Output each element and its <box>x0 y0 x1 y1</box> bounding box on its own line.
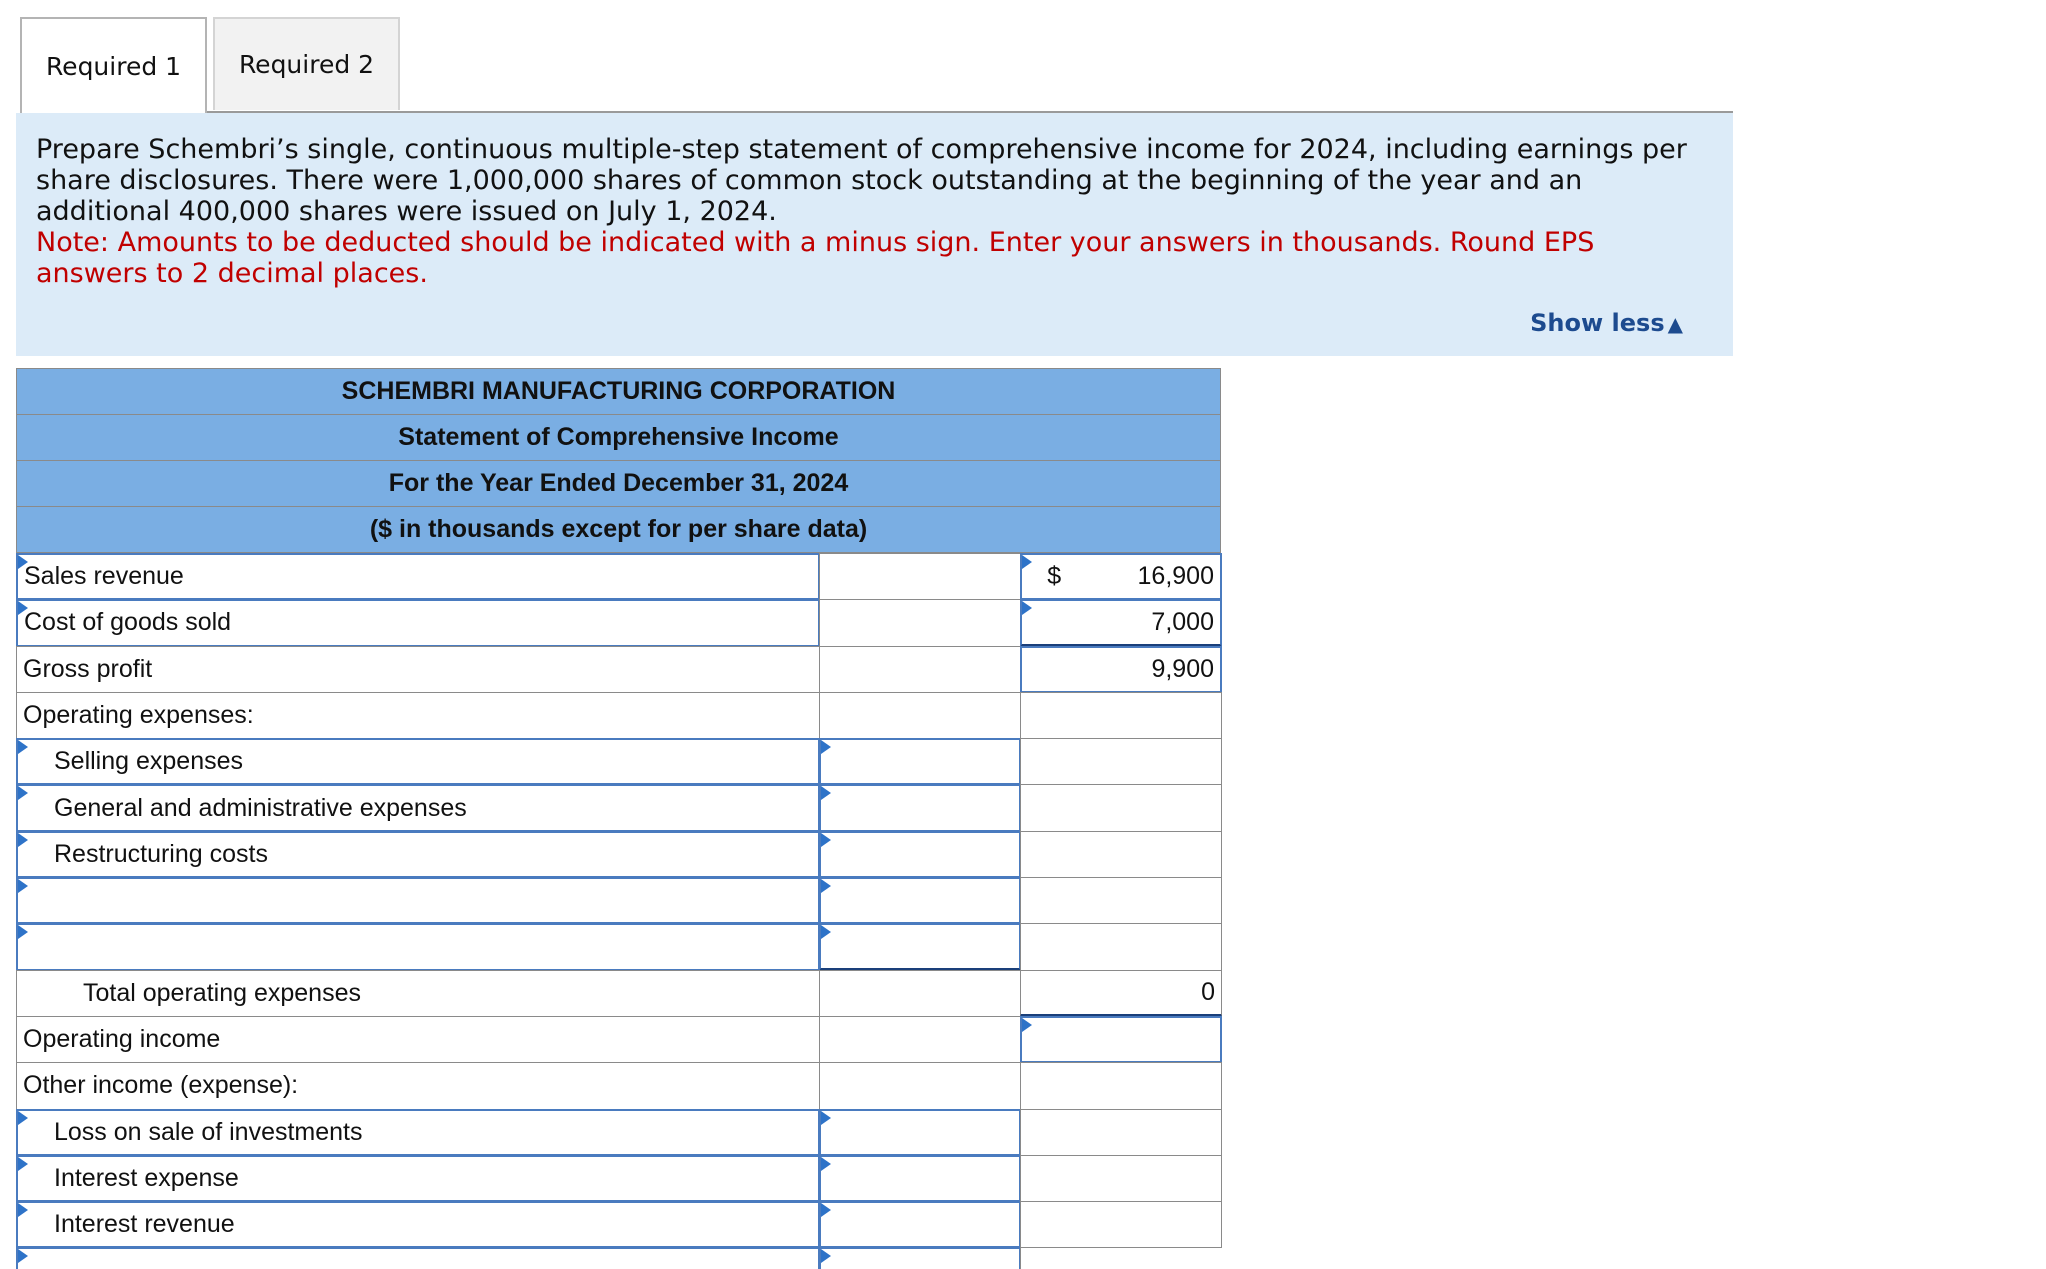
mid-amount-input[interactable] <box>819 877 1022 924</box>
instruction-note: Note: Amounts to be deducted should be indicated with a minus sign. Enter your answers in thousands. Round EPS answers to 2 decimal places. <box>36 227 1595 289</box>
row-label: Gross profit <box>16 646 820 693</box>
amount-cell <box>1020 738 1222 785</box>
row-label: Other income (expense): <box>16 1062 820 1109</box>
mid-amount-input[interactable] <box>819 831 1022 878</box>
amount-input[interactable]: 7,000 <box>1020 599 1222 646</box>
amount-input[interactable]: $ 16,900 <box>1020 553 1222 600</box>
table-row <box>16 923 1221 969</box>
row-label: Operating expenses: <box>16 692 820 739</box>
mid-cell <box>819 1016 1022 1063</box>
tab-required-2[interactable]: Required 2 <box>213 17 400 110</box>
label-input[interactable]: Cost of goods sold <box>16 599 820 646</box>
table-row <box>16 1109 1221 1155</box>
amount-cell <box>1020 877 1222 924</box>
instruction-text: Prepare Schembri’s single, continuous multiple-step statement of comprehensive income for 2024, including earnings per share disclosures. There were 1,000,000 shares of common stock outstanding at the beginning of the year and an additional 400,000 shares were issued on July 1, 2024. <box>36 134 1687 227</box>
table-row <box>16 877 1221 923</box>
amount-cell <box>1020 1201 1222 1248</box>
company-name-header: SCHEMBRI MANUFACTURING CORPORATION <box>16 368 1221 414</box>
table-row <box>16 1155 1221 1201</box>
table-row <box>16 553 1221 599</box>
table-row <box>16 692 1221 738</box>
label-input[interactable]: General and administrative expenses <box>16 784 820 831</box>
table-row <box>16 738 1221 784</box>
amount-cell <box>1020 1155 1222 1202</box>
label-input[interactable] <box>16 877 820 924</box>
row-label: Total operating expenses <box>16 970 820 1017</box>
mid-amount-input[interactable] <box>819 923 1022 970</box>
mid-cell <box>819 1062 1022 1109</box>
table-row <box>16 1016 1221 1062</box>
label-input[interactable]: Selling expenses <box>16 738 820 785</box>
label-input[interactable]: Interest expense <box>16 1155 820 1202</box>
amount-cell <box>1020 831 1222 878</box>
label-input[interactable] <box>16 923 820 970</box>
dollar-sign: $ <box>1047 562 1062 591</box>
tab-required-1[interactable]: Required 1 <box>20 17 207 113</box>
table-row <box>16 646 1221 692</box>
table-row <box>16 970 1221 1016</box>
label-input[interactable]: Sales revenue <box>16 553 820 600</box>
amount-input[interactable] <box>1020 1016 1222 1063</box>
instruction-panel <box>16 113 1733 356</box>
table-row <box>16 599 1221 645</box>
show-less-label: Show less <box>1530 309 1665 337</box>
triangle-up-icon: ▲ <box>1667 312 1683 336</box>
mid-cell <box>819 599 1022 646</box>
mid-amount-input[interactable] <box>819 1247 1022 1269</box>
label-input[interactable] <box>16 1247 820 1269</box>
label-input[interactable]: Restructuring costs <box>16 831 820 878</box>
table-row <box>16 831 1221 877</box>
show-less-button[interactable] <box>1530 308 1683 340</box>
mid-amount-input[interactable] <box>819 1109 1022 1156</box>
amount-cell <box>1020 1247 1221 1269</box>
table-row <box>16 784 1221 830</box>
amount-cell: 0 <box>1020 970 1222 1017</box>
mid-amount-input[interactable] <box>819 738 1022 785</box>
amount-cell <box>1020 1109 1222 1156</box>
mid-amount-input[interactable] <box>819 1155 1022 1202</box>
mid-amount-input[interactable] <box>819 784 1022 831</box>
amount-cell <box>1020 784 1222 831</box>
row-label: Operating income <box>16 1016 820 1063</box>
statement-period-header: For the Year Ended December 31, 2024 <box>16 460 1221 506</box>
amount-cell <box>1020 692 1222 739</box>
amount-cell <box>1020 923 1222 970</box>
mid-cell <box>819 970 1022 1017</box>
label-input[interactable]: Interest revenue <box>16 1201 820 1248</box>
income-statement-table <box>16 368 1221 1269</box>
table-row <box>16 1201 1221 1247</box>
mid-cell <box>819 646 1022 693</box>
mid-amount-input[interactable] <box>819 1201 1022 1248</box>
table-row <box>16 1062 1221 1108</box>
label-input[interactable]: Loss on sale of investments <box>16 1109 820 1156</box>
amount-input[interactable]: 9,900 <box>1020 646 1222 693</box>
mid-cell <box>819 692 1022 739</box>
statement-units-header: ($ in thousands except for per share data) <box>16 506 1221 553</box>
mid-cell <box>819 553 1022 600</box>
statement-title-header: Statement of Comprehensive Income <box>16 414 1221 460</box>
table-row <box>16 1247 1221 1269</box>
amount-cell <box>1020 1062 1222 1109</box>
